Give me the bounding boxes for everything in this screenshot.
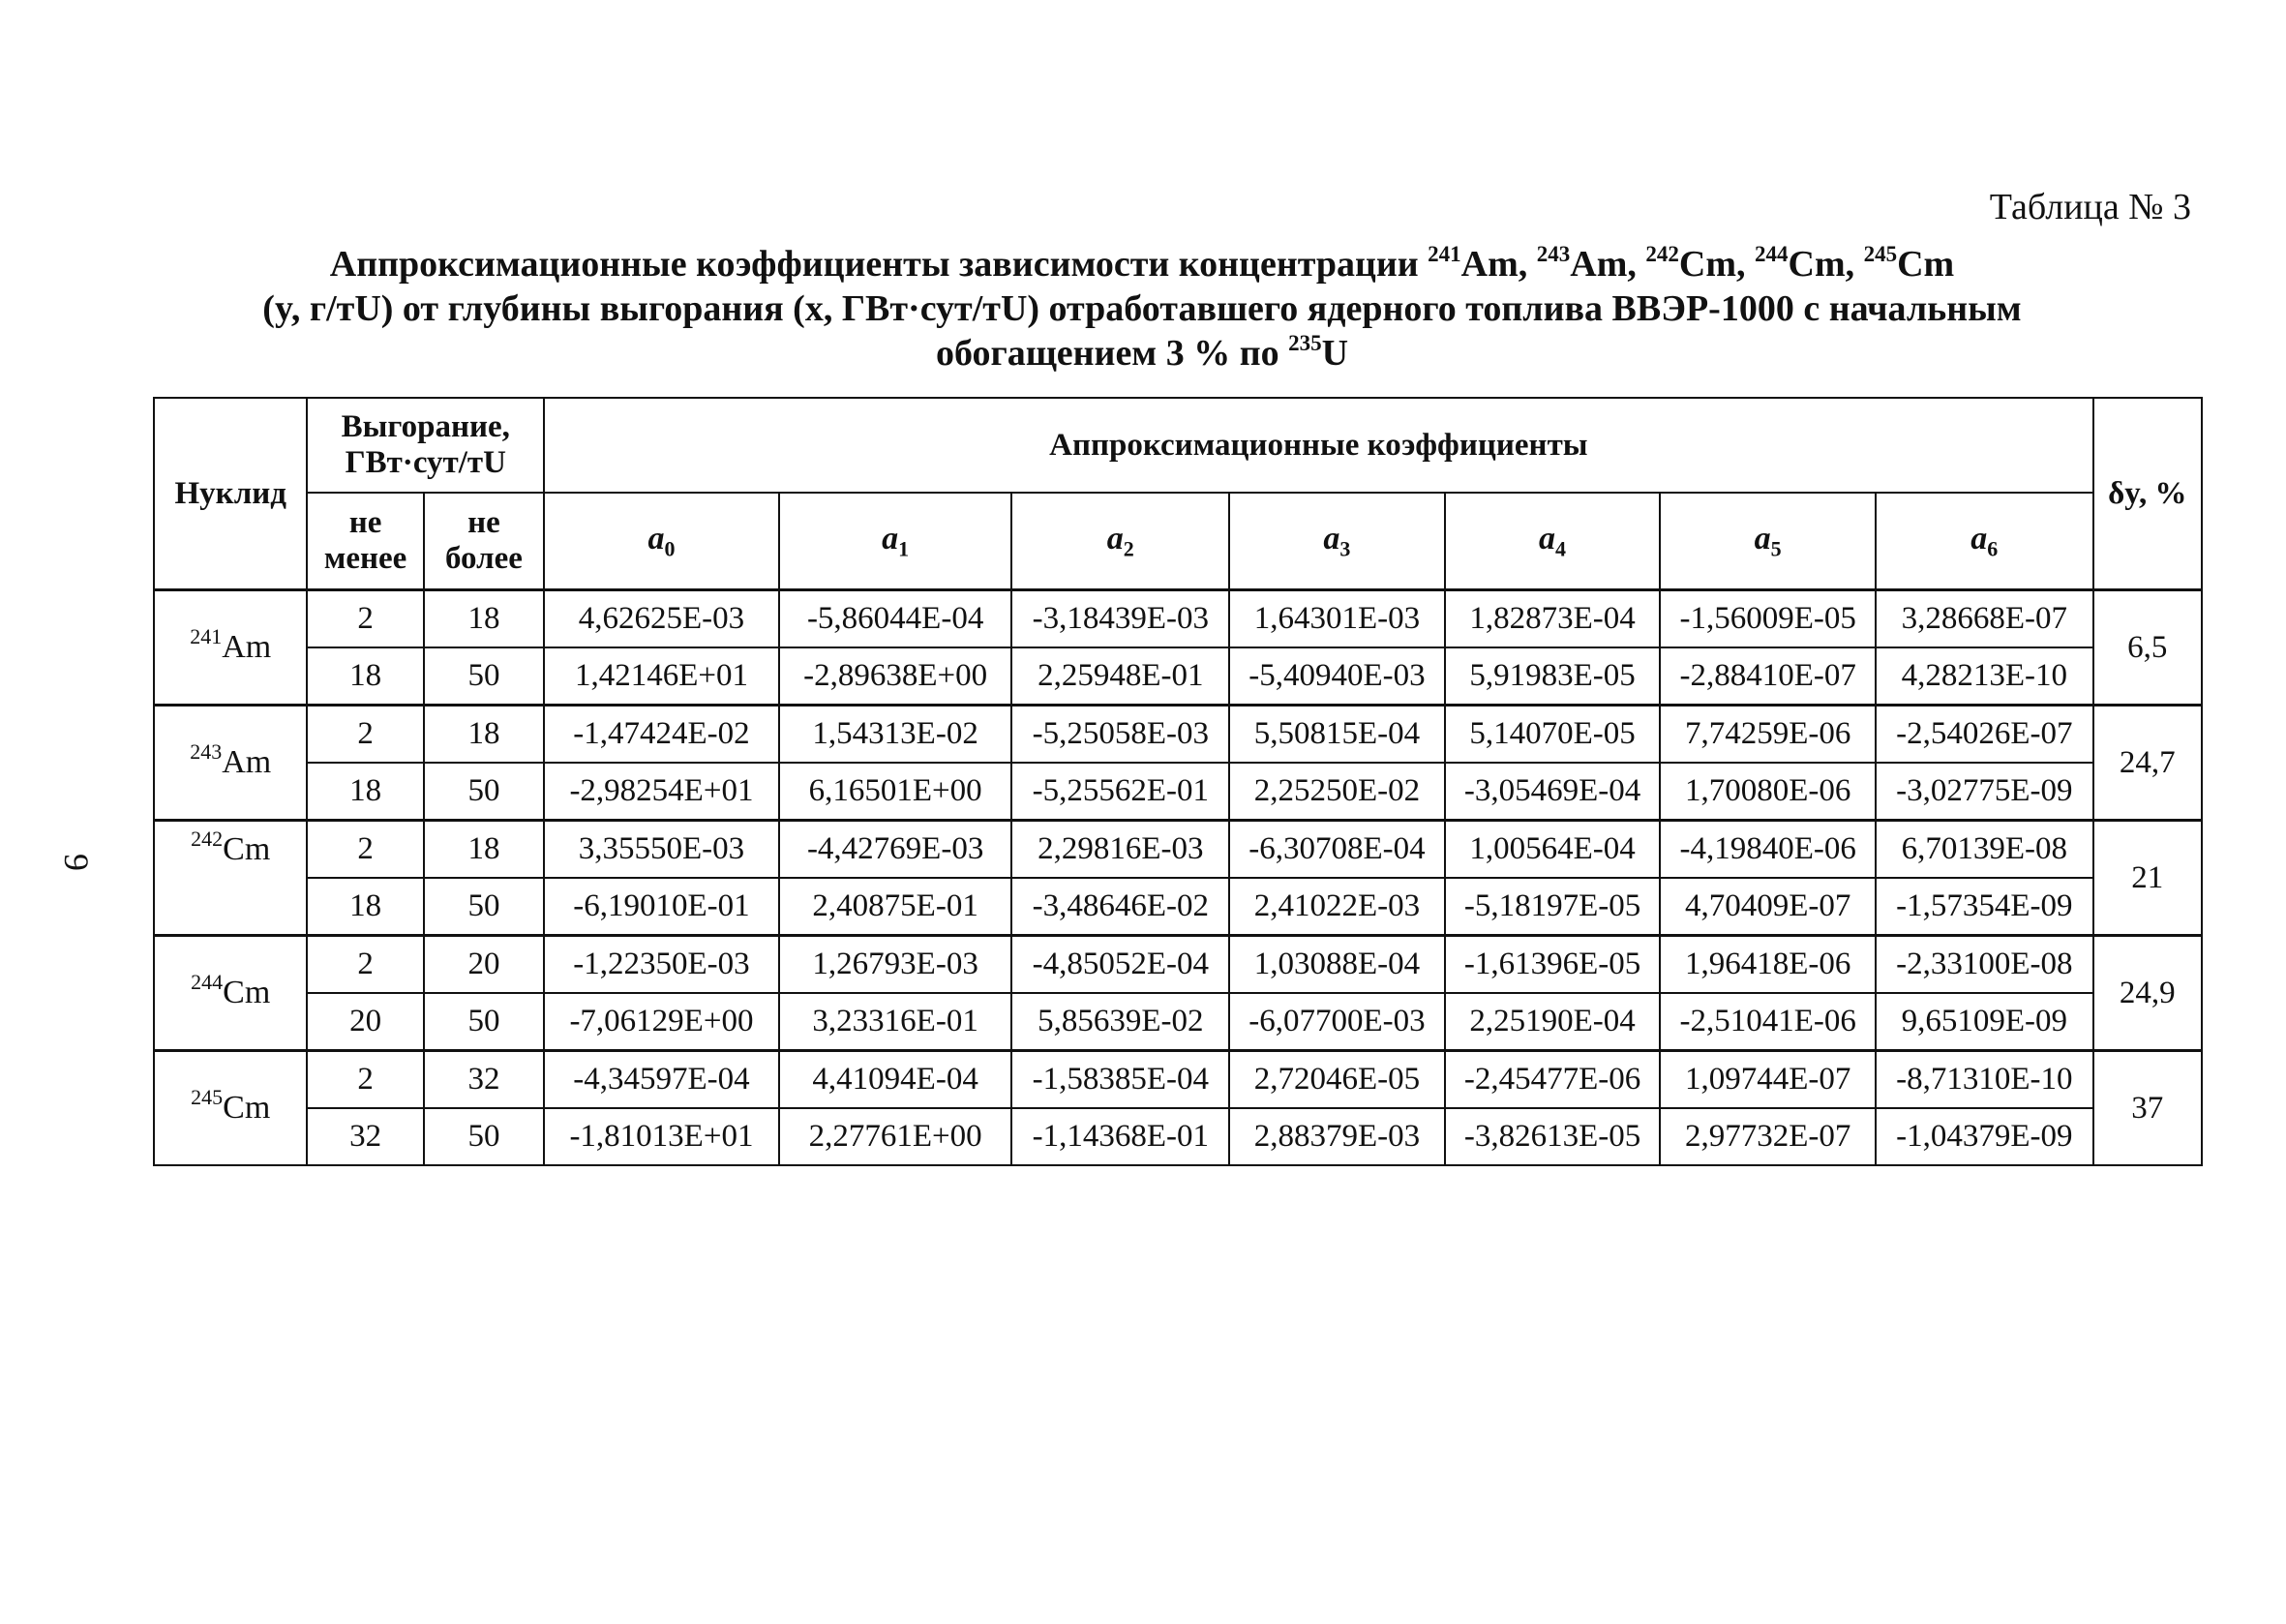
burnup-min-cell: 18: [307, 647, 423, 706]
title-nuclide-symbol: Cm: [1897, 244, 1955, 285]
coef-a1-cell: 6,16501E+00: [779, 763, 1012, 821]
burnup-min-cell: 2: [307, 706, 423, 764]
coef-a6-cell: 3,28668E-07: [1876, 590, 2093, 648]
coef-a4-cell: -3,82613E-05: [1445, 1108, 1661, 1165]
coef-a0-cell: 4,62625E-03: [544, 590, 779, 648]
coef-a3-cell: 1,03088E-04: [1229, 936, 1445, 994]
header-min-line-2: менее: [323, 541, 407, 576]
coef-a4-cell: 5,91983E-05: [1445, 647, 1661, 706]
delta-cell: 6,5: [2093, 590, 2202, 706]
header-coef-symbol: a: [882, 520, 899, 556]
table-row: [154, 878, 2202, 936]
coef-a5-cell: 2,97732E-07: [1660, 1108, 1876, 1165]
burnup-max-cell: 50: [424, 878, 544, 936]
coef-a2-cell: -5,25562E-01: [1011, 763, 1229, 821]
burnup-min-cell: 18: [307, 878, 423, 936]
burnup-min-cell: 32: [307, 1108, 423, 1165]
title-enrichment-mass: 235: [1288, 331, 1322, 355]
title-line-1-prefix: Аппроксимационные коэффициенты зависимости концентрации: [329, 244, 1419, 285]
nuclide-cell: [154, 821, 307, 936]
table-row: [154, 1051, 2202, 1109]
nuclide-cell: [154, 706, 307, 821]
coef-a6-cell: 9,65109E-09: [1876, 993, 2093, 1051]
coef-a3-cell: 2,25250E-02: [1229, 763, 1445, 821]
header-burnup-line-1: Выгорание,: [341, 409, 510, 444]
burnup-max-cell: 18: [424, 821, 544, 879]
title-nuclide-mass: 242: [1645, 242, 1679, 266]
coef-a2-cell: -3,18439E-03: [1011, 590, 1229, 648]
title-nuclide-separator: ,: [1518, 244, 1528, 285]
header-coef-a0: [544, 493, 779, 590]
header-burnup: [307, 398, 544, 493]
header-burnup-max: [424, 493, 544, 590]
header-burnup-min: [307, 493, 423, 590]
nuclide-mass: 244: [191, 970, 224, 994]
nuclide-mass: 243: [190, 739, 223, 764]
coef-a4-cell: -1,61396E-05: [1445, 936, 1661, 994]
coef-a1-cell: 3,23316E-01: [779, 993, 1012, 1051]
header-coef-index: 0: [664, 536, 676, 561]
coef-a5-cell: -2,88410E-07: [1660, 647, 1876, 706]
coef-a0-cell: 3,35550E-03: [544, 821, 779, 879]
burnup-min-cell: 2: [307, 590, 423, 648]
burnup-min-cell: 2: [307, 1051, 423, 1109]
title-nuclide-symbol: Cm: [1678, 244, 1736, 285]
coef-a3-cell: 2,88379E-03: [1229, 1108, 1445, 1165]
nuclide-cell: [154, 1051, 307, 1166]
header-coef-symbol: a: [1754, 520, 1771, 556]
coef-a5-cell: -1,56009E-05: [1660, 590, 1876, 648]
coef-a0-cell: -1,81013E+01: [544, 1108, 779, 1165]
coef-a1-cell: 1,54313E-02: [779, 706, 1012, 764]
coef-a6-cell: 4,28213E-10: [1876, 647, 2093, 706]
coef-a0-cell: -7,06129E+00: [544, 993, 779, 1051]
coef-a2-cell: 5,85639E-02: [1011, 993, 1229, 1051]
coef-a4-cell: -3,05469E-04: [1445, 763, 1661, 821]
nuclide-symbol: Cm: [223, 831, 271, 867]
table-row: [154, 706, 2202, 764]
coef-a2-cell: 2,25948E-01: [1011, 647, 1229, 706]
coef-a1-cell: -4,42769E-03: [779, 821, 1012, 879]
header-coef-index: 2: [1123, 536, 1134, 561]
delta-cell: 24,9: [2093, 936, 2202, 1051]
header-coef-index: 5: [1770, 536, 1782, 561]
header-coef-index: 3: [1339, 536, 1351, 561]
header-burnup-line-2: ГВт·сут/тU: [345, 445, 506, 480]
table-row: [154, 821, 2202, 879]
nuclide-cell: [154, 936, 307, 1051]
coef-a5-cell: 1,70080E-06: [1660, 763, 1876, 821]
coef-a2-cell: -3,48646E-02: [1011, 878, 1229, 936]
coef-a4-cell: -5,18197E-05: [1445, 878, 1661, 936]
coef-a1-cell: 2,27761E+00: [779, 1108, 1012, 1165]
coef-a3-cell: 2,72046E-05: [1229, 1051, 1445, 1109]
nuclide-symbol: Am: [222, 744, 272, 780]
coef-a3-cell: -5,40940E-03: [1229, 647, 1445, 706]
title-nuclide-mass: 245: [1863, 242, 1898, 266]
nuclide-symbol: Cm: [223, 975, 271, 1010]
burnup-max-cell: 50: [424, 763, 544, 821]
coef-a0-cell: 1,42146E+01: [544, 647, 779, 706]
burnup-max-cell: 20: [424, 936, 544, 994]
header-coef-a1: [779, 493, 1012, 590]
coef-a5-cell: -4,19840E-06: [1660, 821, 1876, 879]
coef-a2-cell: -4,85052E-04: [1011, 936, 1229, 994]
coef-a4-cell: 5,14070E-05: [1445, 706, 1661, 764]
table-title: [145, 242, 2139, 376]
delta-cell: 37: [2093, 1051, 2202, 1166]
coef-a2-cell: -1,58385E-04: [1011, 1051, 1229, 1109]
coef-a1-cell: -2,89638E+00: [779, 647, 1012, 706]
header-coef-a5: [1660, 493, 1876, 590]
title-nuclide-list: [1428, 244, 1954, 285]
header-nuclide: Нуклид: [154, 398, 307, 590]
header-coef-symbol: a: [1539, 520, 1556, 556]
coef-a5-cell: 7,74259E-06: [1660, 706, 1876, 764]
burnup-max-cell: 50: [424, 993, 544, 1051]
burnup-min-cell: 20: [307, 993, 423, 1051]
burnup-max-cell: 18: [424, 590, 544, 648]
coef-a0-cell: -2,98254E+01: [544, 763, 779, 821]
header-coef-index: 1: [898, 536, 910, 561]
nuclide-cell: [154, 590, 307, 706]
burnup-max-cell: 50: [424, 647, 544, 706]
nuclide-mass: 242: [191, 827, 224, 851]
header-coef-index: 4: [1555, 536, 1567, 561]
header-coef-symbol: a: [1106, 520, 1124, 556]
coef-a2-cell: 2,29816E-03: [1011, 821, 1229, 879]
coef-a3-cell: -6,30708E-04: [1229, 821, 1445, 879]
coef-a6-cell: -3,02775E-09: [1876, 763, 2093, 821]
coef-a3-cell: 2,41022E-03: [1229, 878, 1445, 936]
table-row: [154, 936, 2202, 994]
header-delta: δy, %: [2093, 398, 2202, 590]
title-line-3: [145, 331, 2139, 376]
nuclide-symbol: Am: [222, 629, 272, 665]
coef-a1-cell: 4,41094E-04: [779, 1051, 1012, 1109]
table-label: Таблица № 3: [1989, 187, 2191, 227]
delta-cell: 21: [2093, 821, 2202, 936]
coef-a3-cell: 1,64301E-03: [1229, 590, 1445, 648]
coef-a4-cell: -2,45477E-06: [1445, 1051, 1661, 1109]
coef-a0-cell: -1,22350E-03: [544, 936, 779, 994]
delta-cell: 24,7: [2093, 706, 2202, 821]
table-row: [154, 1108, 2202, 1165]
coef-a6-cell: 6,70139E-08: [1876, 821, 2093, 879]
header-max-line-2: более: [444, 541, 523, 576]
coef-a1-cell: 2,40875E-01: [779, 878, 1012, 936]
coef-a6-cell: -1,04379E-09: [1876, 1108, 2093, 1165]
table-row: [154, 763, 2202, 821]
coef-a6-cell: -2,54026E-07: [1876, 706, 2093, 764]
coef-a5-cell: 1,09744E-07: [1660, 1051, 1876, 1109]
coefficients-table: [153, 397, 2203, 1166]
title-line-2: (y, г/тU) от глубины выгорания (x, ГВт·сут/тU) отработавшего ядерного топлива ВВЭР-1000 с начальным: [262, 288, 2022, 329]
coef-a2-cell: -5,25058E-03: [1011, 706, 1229, 764]
burnup-min-cell: 2: [307, 936, 423, 994]
header-coef-a3: [1229, 493, 1445, 590]
coef-a5-cell: 1,96418E-06: [1660, 936, 1876, 994]
title-nuclide-mass: 244: [1755, 242, 1789, 266]
coef-a6-cell: -1,57354E-09: [1876, 878, 2093, 936]
header-coef-symbol: a: [1323, 520, 1340, 556]
burnup-min-cell: 18: [307, 763, 423, 821]
table-row: [154, 590, 2202, 648]
nuclide-mass: 241: [190, 624, 223, 648]
coef-a5-cell: -2,51041E-06: [1660, 993, 1876, 1051]
table-row: [154, 993, 2202, 1051]
coef-a0-cell: -6,19010E-01: [544, 878, 779, 936]
title-line-3-prefix: обогащением 3 % по: [935, 333, 1279, 374]
coef-a4-cell: 1,00564E-04: [1445, 821, 1661, 879]
title-nuclide-separator: ,: [1627, 244, 1637, 285]
page-number: 9: [57, 854, 96, 871]
header-min-line-1: не: [348, 505, 382, 540]
coef-a4-cell: 2,25190E-04: [1445, 993, 1661, 1051]
burnup-max-cell: 18: [424, 706, 544, 764]
header-coef-a6: [1876, 493, 2093, 590]
coef-a3-cell: 5,50815E-04: [1229, 706, 1445, 764]
header-coefficients: Аппроксимационные коэффициенты: [544, 398, 2092, 493]
title-nuclide-mass: 243: [1536, 242, 1571, 266]
coef-a0-cell: -4,34597E-04: [544, 1051, 779, 1109]
header-coef-a2: [1011, 493, 1229, 590]
title-enrichment-symbol: U: [1321, 333, 1349, 374]
nuclide-mass: 245: [191, 1085, 224, 1109]
table-body: [154, 590, 2202, 1166]
header-max-line-1: не: [467, 505, 500, 540]
header-coef-symbol: a: [1970, 520, 1988, 556]
coef-a1-cell: -5,86044E-04: [779, 590, 1012, 648]
title-nuclide-symbol: Am: [1460, 244, 1519, 285]
coef-a0-cell: -1,47424E-02: [544, 706, 779, 764]
nuclide-symbol: Cm: [223, 1090, 271, 1126]
title-nuclide-separator: ,: [1845, 244, 1855, 285]
title-nuclide-symbol: Cm: [1788, 244, 1846, 285]
burnup-max-cell: 50: [424, 1108, 544, 1165]
header-coef-a4: [1445, 493, 1661, 590]
coef-a3-cell: -6,07700E-03: [1229, 993, 1445, 1051]
coef-a6-cell: -2,33100E-08: [1876, 936, 2093, 994]
title-nuclide-separator: ,: [1736, 244, 1746, 285]
header-coef-index: 6: [1987, 536, 1999, 561]
title-nuclide-mass: 241: [1428, 242, 1461, 266]
burnup-max-cell: 32: [424, 1051, 544, 1109]
coef-a4-cell: 1,82873E-04: [1445, 590, 1661, 648]
table-row: [154, 647, 2202, 706]
coef-a2-cell: -1,14368E-01: [1011, 1108, 1229, 1165]
burnup-min-cell: 2: [307, 821, 423, 879]
coef-a6-cell: -8,71310E-10: [1876, 1051, 2093, 1109]
header-coef-symbol: a: [647, 520, 665, 556]
coef-a5-cell: 4,70409E-07: [1660, 878, 1876, 936]
coef-a1-cell: 1,26793E-03: [779, 936, 1012, 994]
title-nuclide-symbol: Am: [1570, 244, 1628, 285]
title-line-1: [145, 242, 2139, 286]
